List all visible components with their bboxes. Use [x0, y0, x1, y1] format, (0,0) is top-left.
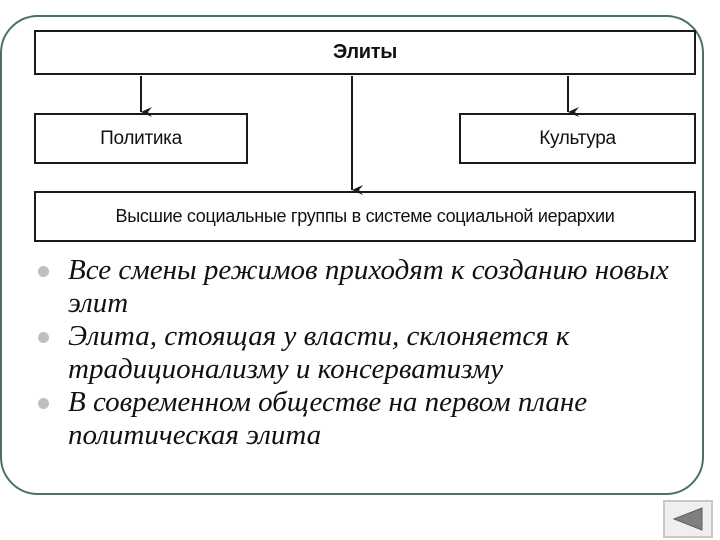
bullet-dot-icon	[38, 332, 49, 343]
bullet-item	[38, 254, 698, 320]
bullet-text: Все смены режимов приходят к созданию новых элит	[68, 254, 669, 319]
bullet-dot-icon	[38, 398, 49, 409]
elites-label: Элиты	[332, 41, 398, 63]
bullet-item	[38, 386, 698, 452]
bullet-dot-icon	[38, 266, 49, 277]
back-button[interactable]	[663, 500, 713, 538]
culture-label: Культура	[539, 127, 616, 149]
higher-social-groups-label: Высшие социальные группы в системе социальной иерархии	[115, 206, 615, 226]
culture-box	[459, 113, 696, 164]
politics-box	[34, 113, 248, 164]
bullet-list	[38, 254, 698, 452]
elites-box	[34, 30, 696, 75]
bullet-text: Элита, стоящая у власти, склоняется к традиционализму и консерватизму	[68, 320, 570, 385]
bullet-text: В современном обществе на первом плане политическая элита	[68, 386, 588, 451]
back-arrow-icon	[671, 506, 705, 532]
politics-label: Политика	[100, 127, 182, 149]
bullet-item	[38, 320, 698, 386]
higher-social-groups-box	[34, 191, 696, 242]
